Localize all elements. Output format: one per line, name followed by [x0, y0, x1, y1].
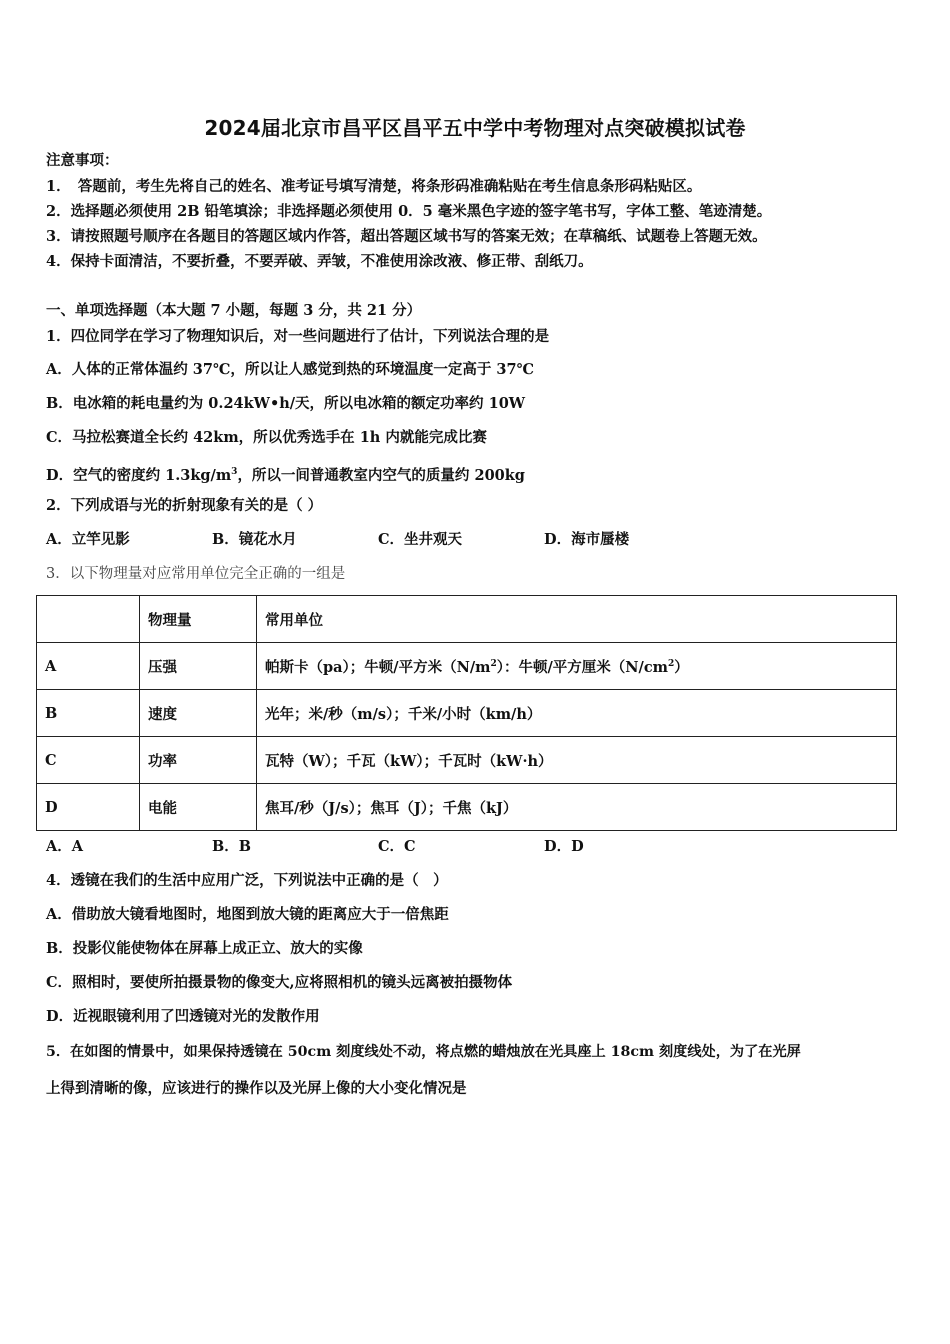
units-part: ）：牛顿/平方厘米（N/cm: [496, 658, 669, 676]
table-header-cell: [37, 596, 140, 643]
row-key: A: [37, 643, 140, 690]
row-quantity: 电能: [140, 784, 257, 831]
units-part: 帕斯卡（pa）；牛顿/平方米（N/m: [265, 658, 491, 676]
row-units: 瓦特（W）；千瓦（kW）；千瓦时（kW·h）: [257, 737, 897, 784]
notice-item-2: 2．选择题必须使用 2B 铅笔填涂；非选择题必须使用 0．5 毫米黑色字迹的签字笔书写，字体工整、笔迹清楚。: [46, 203, 772, 220]
q1-option-c: C．马拉松赛道全长约 42km，所以优秀选手在 1h 内就能完成比赛: [46, 429, 487, 446]
table-row: [37, 784, 897, 831]
q1-option-d-sup: 3: [231, 467, 238, 477]
q2-option-b: B．镜花水月: [212, 531, 297, 548]
q2-option-c: C．坐井观天: [378, 531, 463, 548]
q3-option-c: C．C: [378, 838, 416, 855]
units-sup: 2: [490, 658, 497, 669]
q3-option-b: B．B: [212, 838, 252, 855]
row-key: D: [37, 784, 140, 831]
notice-item-4: 4．保持卡面清洁，不要折叠，不要弄破、弄皱，不准使用涂改液、修正带、刮纸刀。: [46, 253, 593, 270]
row-units: [257, 643, 897, 690]
row-quantity: 速度: [140, 690, 257, 737]
q4-option-d: D．近视眼镜利用了凹透镜对光的发散作用: [46, 1008, 320, 1025]
table-row: [37, 737, 897, 784]
q4-stem: 4．透镜在我们的生活中应用广泛，下列说法中正确的是（ ）: [46, 872, 448, 889]
row-quantity: 压强: [140, 643, 257, 690]
q2-options: [46, 531, 710, 549]
q1-option-d-text: D．空气的密度约 1.3kg/m: [46, 466, 232, 484]
notice-item-3: 3．请按照题号顺序在各题目的答题区域内作答，超出答题区域书写的答案无效；在草稿纸、试题卷上答题无效。: [46, 228, 767, 245]
units-part: ）: [674, 658, 689, 676]
row-key: B: [37, 690, 140, 737]
section-heading: 一、单项选择题（本大题 7 小题，每题 3 分，共 21 分）: [46, 302, 422, 319]
table-header-row: [37, 596, 897, 643]
table-row: [37, 690, 897, 737]
q3-option-a: A．A: [46, 838, 84, 855]
row-units: 焦耳/秒（J/s）；焦耳（J）；千焦（kJ）: [257, 784, 897, 831]
q5-stem-line1: 5．在如图的情景中，如果保持透镜在 50cm 刻度线处不动，将点燃的蜡烛放在光具座上 18cm 刻度线处，为了在光屏: [46, 1044, 801, 1060]
q2-option-a: A．立竿见影: [46, 531, 130, 548]
table-row: [37, 643, 897, 690]
q4-option-c: C．照相时，要使所拍摄景物的像变大,应将照相机的镜头远离被拍摄物体: [46, 974, 513, 991]
row-quantity: 功率: [140, 737, 257, 784]
q1-option-d: [46, 463, 525, 485]
q3-stem: 3．以下物理量对应常用单位完全正确的一组是: [46, 566, 346, 582]
q1-option-a: A．人体的正常体温约 37℃，所以让人感觉到热的环境温度一定高于 37℃: [46, 361, 534, 378]
table-header-cell: 物理量: [140, 596, 257, 643]
units-sup: 2: [668, 658, 675, 669]
page-title: 2024届北京市昌平区昌平五中学中考物理对点突破模拟试卷: [204, 116, 746, 140]
table-header-cell: 常用单位: [257, 596, 897, 643]
q2-stem: 2．下列成语与光的折射现象有关的是（ ）: [46, 497, 323, 514]
q1-option-d-tail: ，所以一间普通教室内空气的质量约 200kg: [237, 466, 525, 484]
units-table: [36, 595, 897, 831]
notice-heading: 注意事项：: [46, 152, 119, 169]
row-units: 光年；米/秒（m/s）；千米/小时（km/h）: [257, 690, 897, 737]
q3-option-d: D．D: [544, 838, 584, 855]
row-key: C: [37, 737, 140, 784]
q2-option-d: D．海市蜃楼: [544, 531, 630, 548]
q1-stem: 1．四位同学在学习了物理知识后，对一些问题进行了估计，下列说法合理的是: [46, 328, 550, 345]
q4-option-a: A．借助放大镜看地图时，地图到放大镜的距离应大于一倍焦距: [46, 906, 449, 923]
q5-stem-line2: 上得到清晰的像，应该进行的操作以及光屏上像的大小变化情况是: [46, 1080, 467, 1097]
notice-item-1: 1． 答题前，考生先将自己的姓名、准考证号填写清楚，将条形码准确粘贴在考生信息条形码粘贴区。: [46, 178, 702, 195]
q1-option-b: B．电冰箱的耗电量约为 0.24kW•h/天，所以电冰箱的额定功率约 10W: [46, 395, 526, 412]
q3-options: [46, 838, 710, 856]
q4-option-b: B．投影仪能使物体在屏幕上成正立、放大的实像: [46, 940, 363, 957]
